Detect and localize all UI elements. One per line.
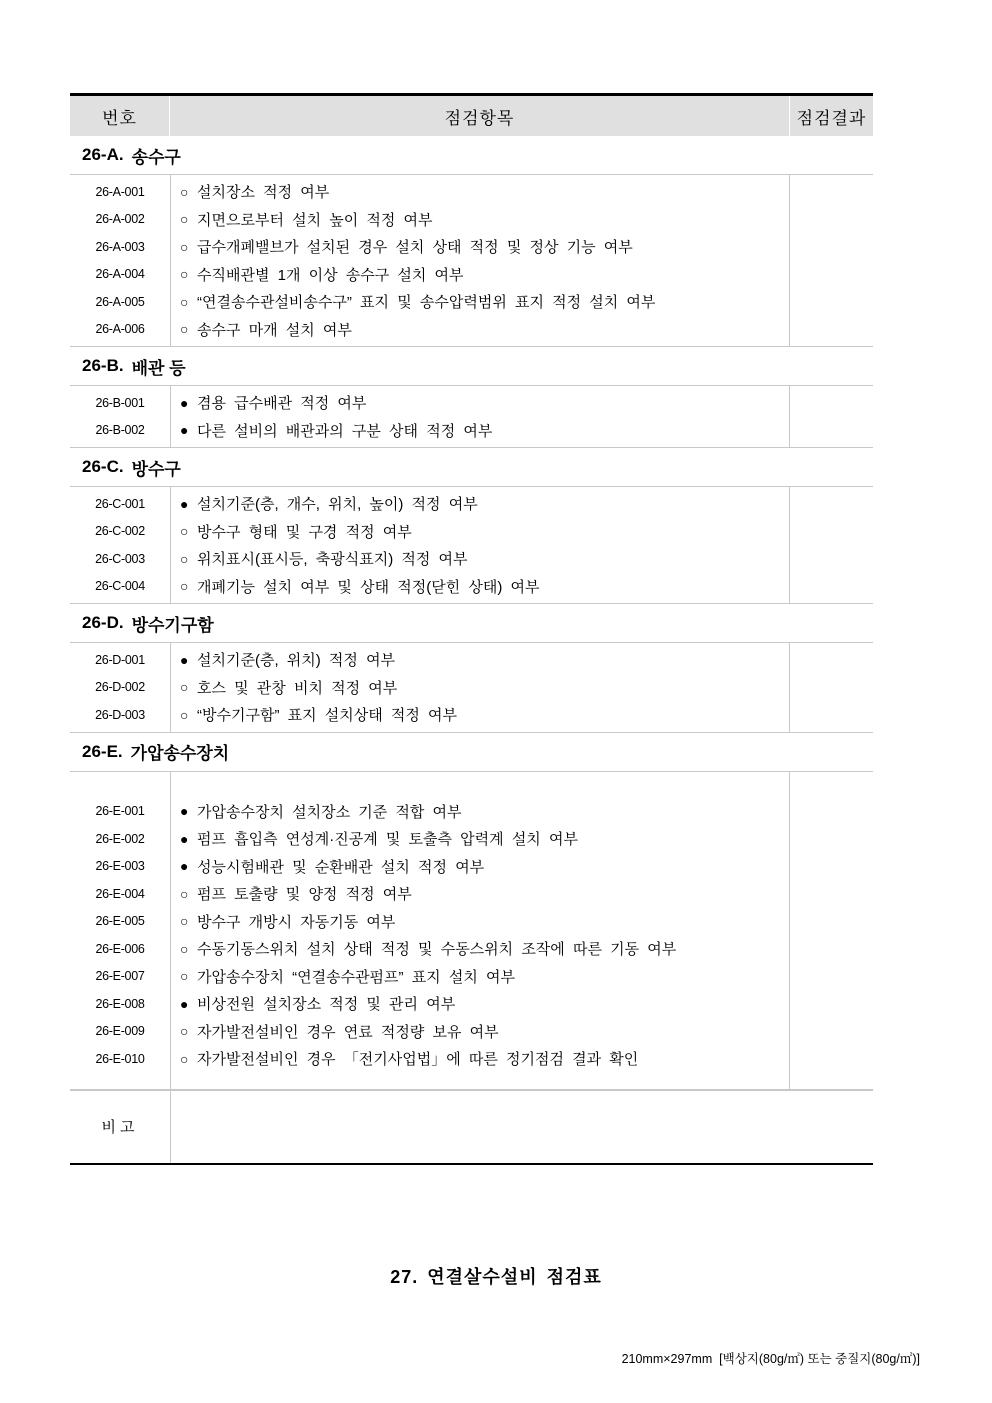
item-text: 가압송수장치 “연결송수관펌프” 표지 설치 여부 [197,968,515,986]
section-name: 가압송수장치 [130,744,230,763]
item-text: 위치표시(표시등, 축광식표지) 적정 여부 [197,551,468,569]
result-cell [790,908,873,936]
empty-circle-marker: ○ [180,238,189,255]
item-id: 26-B-002 [95,423,145,438]
checklist-row [70,935,873,963]
empty-circle-marker: ○ [180,293,189,310]
item-text: 자가발전설비인 경우 연료 적정량 보유 여부 [197,1023,499,1041]
filled-circle-marker: ● [180,858,189,875]
item-id: 26-E-005 [95,914,145,929]
empty-circle-marker: ○ [180,940,189,957]
item-cell [170,701,790,729]
item-text: “방수기구함” 표지 설치상태 적정 여부 [197,707,458,725]
item-id: 26-C-003 [95,551,145,566]
empty-circle-marker: ○ [180,266,189,283]
item-text: 송수구 마개 설치 여부 [197,321,352,339]
item-id: 26-E-003 [95,859,145,874]
item-id: 26-E-004 [95,886,145,901]
item-id: 26-D-003 [95,707,145,722]
section-code: 26-E. [82,741,123,761]
result-cell [790,701,873,729]
checklist-row [70,288,873,316]
checklist-row [70,261,873,289]
filled-circle-marker: ● [180,422,189,439]
empty-circle-marker: ○ [180,211,189,228]
item-text: 펌프 흡입측 연성계·진공계 및 토출측 압력계 설치 여부 [197,831,578,849]
checklist-row [70,990,873,1018]
item-text: 겸용 급수배관 적정 여부 [197,395,367,413]
item-cell [170,545,790,573]
item-cell [170,573,790,601]
section-title [70,448,873,486]
table-header-row [70,93,873,136]
item-id: 26-C-002 [95,524,145,539]
item-text: 자가발전설비인 경우 「전기사업법」에 따른 정기점검 결과 확인 [197,1051,639,1069]
checklist-row [70,880,873,908]
item-id: 26-A-004 [95,267,145,282]
remarks-label: 비고 [101,1119,139,1136]
item-text: “연결송수관설비송수구” 표지 및 송수압력범위 표지 적정 설치 여부 [197,294,656,312]
item-id: 26-E-002 [95,831,145,846]
result-cell [790,963,873,991]
item-text: 수직배관별 1개 이상 송수구 설치 여부 [197,266,464,284]
item-text: 지면으로부터 설치 높이 적정 여부 [197,211,433,229]
item-id: 26-D-001 [95,652,145,667]
item-id: 26-E-010 [95,1051,145,1066]
item-id: 26-A-005 [95,294,145,309]
empty-circle-marker: ○ [180,321,189,338]
col-header-result: 점검결과 [789,96,873,136]
result-cell [790,545,873,573]
result-cell [790,206,873,234]
result-cell [790,880,873,908]
result-cell [790,233,873,261]
item-id: 26-A-001 [95,184,145,199]
item-id: 26-C-004 [95,579,145,594]
item-cell [170,178,790,206]
result-cell [790,853,873,881]
item-cell [170,490,790,518]
empty-circle-marker: ○ [180,183,189,200]
item-cell [170,288,790,316]
item-id: 26-E-006 [95,941,145,956]
result-cell [790,646,873,674]
item-text: 성능시험배관 및 순환배관 설치 적정 여부 [197,858,485,876]
item-text: 호스 및 관창 비치 적정 여부 [197,679,398,697]
checklist-row [70,825,873,853]
section-items-block [70,771,873,1090]
result-cell [790,316,873,344]
empty-circle-marker: ○ [180,913,189,930]
item-text: 개폐기능 설치 여부 및 상태 적정(닫힌 상태) 여부 [197,578,540,596]
item-id: 26-B-001 [95,395,145,410]
item-id: 26-A-002 [95,212,145,227]
empty-circle-marker: ○ [180,550,189,567]
section-code: 26-B. [82,356,124,375]
result-cell [790,288,873,316]
remarks-row [70,1090,873,1165]
item-cell [170,674,790,702]
checklist-row [70,1045,873,1073]
item-cell [170,233,790,261]
item-id: 26-E-001 [95,804,145,819]
item-cell [170,646,790,674]
item-id: 26-E-007 [95,969,145,984]
checklist-row [70,701,873,729]
item-text: 설치기준(층, 위치) 적정 여부 [197,652,396,670]
item-cell [170,389,790,417]
checklist-row [70,545,873,573]
checklist-row [70,389,873,417]
item-cell [170,316,790,344]
result-cell [790,1018,873,1046]
checklist-row [70,316,873,344]
result-cell [790,935,873,963]
filled-circle-marker: ● [180,495,189,512]
empty-circle-marker: ○ [180,968,189,985]
checklist-row [70,233,873,261]
item-id: 26-E-009 [95,1024,145,1039]
item-cell [170,1045,790,1073]
item-cell [170,880,790,908]
result-cell [790,825,873,853]
checklist-row [70,206,873,234]
item-text: 급수개폐밸브가 설치된 경우 설치 상태 적정 및 정상 기능 여부 [197,239,633,257]
item-cell [170,990,790,1018]
section-name: 방수기구함 [131,615,214,635]
item-text: 방수구 개방시 자동기동 여부 [197,913,396,931]
checklist-row [70,963,873,991]
item-cell [170,963,790,991]
item-text: 방수구 형태 및 구경 적정 여부 [197,523,412,541]
section-code: 26-D. [82,613,124,632]
checklist-row [70,573,873,601]
section-items-block [70,642,873,733]
result-cell [790,389,873,417]
item-id: 26-C-001 [95,496,145,511]
empty-circle-marker: ○ [180,523,189,540]
checklist-row [70,853,873,881]
section-name: 송수구 [131,147,181,167]
filled-circle-marker: ● [180,651,189,668]
section-code: 26-C. [82,457,124,476]
filled-circle-marker: ● [180,830,189,847]
result-cell [790,573,873,601]
checklist-row [70,178,873,206]
item-cell [170,935,790,963]
item-cell [170,518,790,546]
item-id: 26-A-003 [95,239,145,254]
empty-circle-marker: ○ [180,885,189,902]
empty-circle-marker: ○ [180,679,189,696]
section-items-block [70,486,873,604]
checklist-row [70,646,873,674]
section-name: 배관 등 [131,358,186,378]
item-id: 26-A-006 [95,322,145,337]
item-cell [170,206,790,234]
filled-circle-marker: ● [180,803,189,820]
section-title [70,733,873,771]
paper-spec-note: 210mm×297mm [백상지(80g/㎡) 또는 중질지(80g/㎡)] [621,1352,920,1366]
checklist-row [70,490,873,518]
checklist-row [70,908,873,936]
table-body [70,136,873,1090]
remarks-value [170,1091,873,1163]
item-cell [170,853,790,881]
section-title [70,604,873,642]
checklist-row [70,798,873,826]
result-cell [790,990,873,1018]
item-text: 가압송수장치 설치장소 기준 적합 여부 [197,803,462,821]
item-id: 26-E-008 [95,996,145,1011]
item-text: 설치장소 적정 여부 [197,184,330,202]
empty-circle-marker: ○ [180,1023,189,1040]
filled-circle-marker: ● [180,394,189,411]
col-header-item: 점검항목 [444,108,515,128]
item-cell [170,825,790,853]
result-cell [790,518,873,546]
section-items-block [70,174,873,347]
checklist-table [70,93,873,1165]
item-text: 설치기준(층, 개수, 위치, 높이) 적정 여부 [197,496,478,514]
checklist-row [70,674,873,702]
section-title [70,347,873,385]
empty-circle-marker: ○ [180,1050,189,1067]
next-section-title: 27. 연결살수설비 점검표 [390,1267,602,1287]
item-text: 비상전원 설치장소 적정 및 관리 여부 [197,996,456,1014]
section-title [70,136,873,174]
item-cell [170,261,790,289]
result-cell [790,1045,873,1073]
result-cell [790,178,873,206]
checklist-row [70,1018,873,1046]
item-cell [170,908,790,936]
col-header-no: 번호 [70,96,170,136]
item-cell [170,1018,790,1046]
section-items-block [70,385,873,448]
section-code: 26-A. [82,145,124,164]
result-cell [790,490,873,518]
empty-circle-marker: ○ [180,578,189,595]
empty-circle-marker: ○ [180,706,189,723]
checklist-row [70,518,873,546]
item-text: 펌프 토출량 및 양정 적정 여부 [197,886,412,904]
filled-circle-marker: ● [180,995,189,1012]
section-name: 방수구 [131,459,181,479]
item-text: 수동기동스위치 설치 상태 적정 및 수동스위치 조작에 따른 기동 여부 [197,941,677,959]
item-cell [170,417,790,445]
result-cell [790,674,873,702]
item-cell [170,798,790,826]
result-cell [790,261,873,289]
item-id: 26-D-002 [95,680,145,695]
result-cell [790,798,873,826]
checklist-row [70,417,873,445]
result-cell [790,417,873,445]
item-text: 다른 설비의 배관과의 구분 상태 적정 여부 [197,422,493,440]
